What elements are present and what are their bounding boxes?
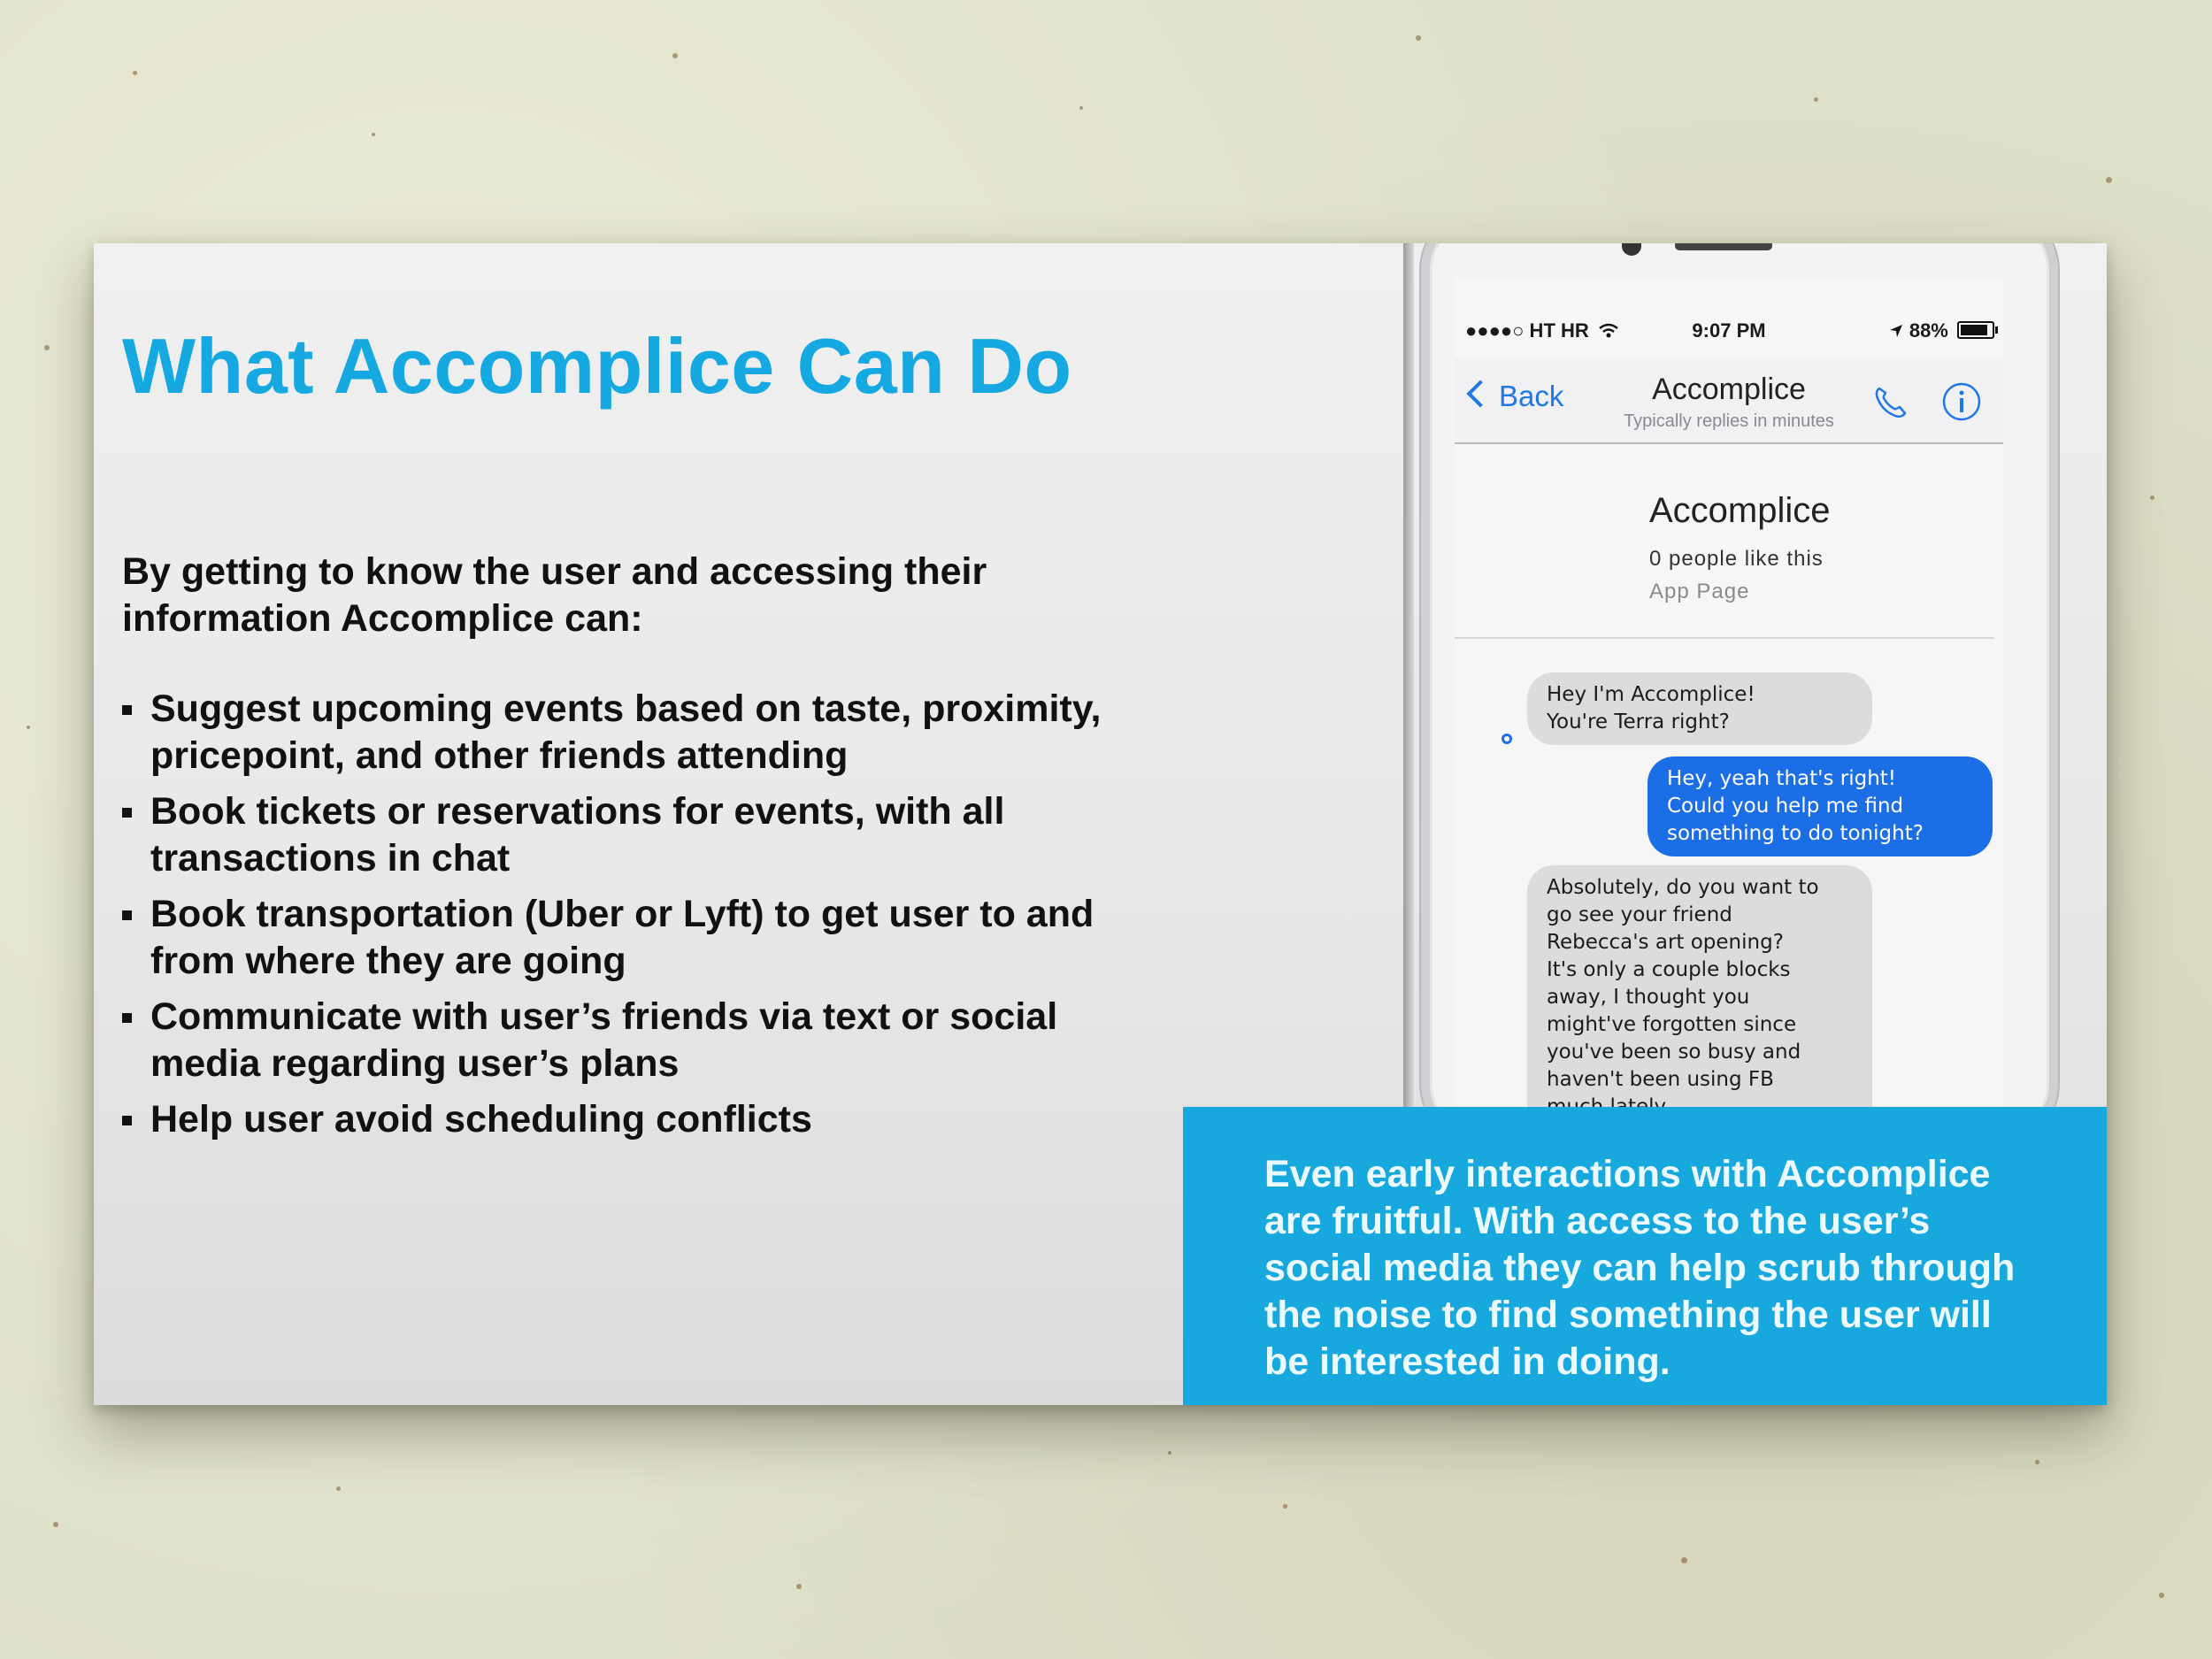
seen-indicator-icon [1502, 733, 1512, 744]
battery-icon [1957, 321, 1994, 339]
background-speck [672, 53, 678, 58]
carrier-signal: ●●●●○ HT HR [1465, 319, 1589, 342]
info-icon[interactable] [1941, 381, 1982, 422]
page-type: App Page [1649, 580, 1750, 603]
background-speck [1079, 106, 1083, 110]
phone-rim [1403, 243, 1414, 1128]
background-speck [2159, 1593, 2164, 1598]
page-name: Accomplice [1649, 491, 1831, 530]
list-item: Book transportation (Uber or Lyft) to get user to and from where they are going [122, 891, 1148, 985]
callout-text: Even early interactions with Accomplice are fruitful. With access to the user’s social media they can help scrub through the noise to find something the user will be interested in doing. [1264, 1153, 2016, 1383]
background-speck [1283, 1504, 1287, 1509]
background-speck [53, 1522, 58, 1527]
phone-call-icon[interactable] [1870, 383, 1909, 422]
background-speck [27, 726, 30, 729]
list-item: Help user avoid scheduling conflicts [122, 1096, 1148, 1143]
bullet-square-icon [122, 910, 132, 920]
battery-percent: 88% [1909, 319, 1948, 342]
page-likes: 0 people like this [1649, 547, 1824, 571]
background-speck [336, 1486, 341, 1491]
status-bar [1455, 314, 2003, 349]
chat-header [1455, 358, 2003, 444]
slide-title: What Accomplice Can Do [122, 322, 1072, 410]
divider [1455, 637, 1994, 639]
bullet-square-icon [122, 1013, 132, 1023]
background-speck [796, 1584, 802, 1589]
presentation-slide [94, 243, 2107, 1405]
background-speck [1814, 97, 1818, 102]
list-item: Book tickets or reservations for events, with all transactions in chat [122, 788, 1148, 882]
phone-screen [1455, 279, 2003, 1128]
intro-text: By getting to know the user and accessing their information Accomplice can: [122, 550, 987, 640]
background-speck [2150, 495, 2154, 500]
chat-title: Accomplice [1652, 373, 1806, 406]
callout-box [1183, 1107, 2107, 1405]
location-arrow-icon [1888, 323, 1904, 339]
list-item: Communicate with user’s friends via text or social media regarding user’s plans [122, 994, 1148, 1087]
background-speck [2106, 177, 2112, 183]
message-bubble-incoming: Hey I'm Accomplice! You're Terra right? [1527, 672, 1872, 745]
back-label: Back [1499, 380, 1564, 412]
background-speck [1168, 1451, 1171, 1455]
background-speck [372, 133, 375, 136]
bullet-square-icon [122, 705, 132, 715]
list-item: Suggest upcoming events based on taste, proximity, pricepoint, and other friends attending [122, 686, 1148, 780]
chat-subtitle: Typically replies in minutes [1624, 411, 1834, 431]
background-speck [44, 345, 50, 350]
speaker-grille [1675, 243, 1772, 250]
background-speck [1681, 1557, 1687, 1563]
background-speck [2035, 1460, 2039, 1464]
message-bubble-outgoing: Hey, yeah that's right! Could you help me find something to do tonight? [1647, 757, 1993, 856]
background-speck [133, 71, 137, 75]
capabilities-list [122, 686, 1148, 1152]
background-speck [1416, 35, 1421, 41]
bullet-square-icon [122, 808, 132, 818]
bullet-square-icon [122, 1116, 132, 1125]
status-time: 9:07 PM [1692, 319, 1766, 342]
message-bubble-incoming: Absolutely, do you want to go see your friend Rebecca's art opening? It's only a couple blocks away, I thought you might've forgotten since you've been so busy and haven't been using FB [1527, 865, 1872, 1128]
